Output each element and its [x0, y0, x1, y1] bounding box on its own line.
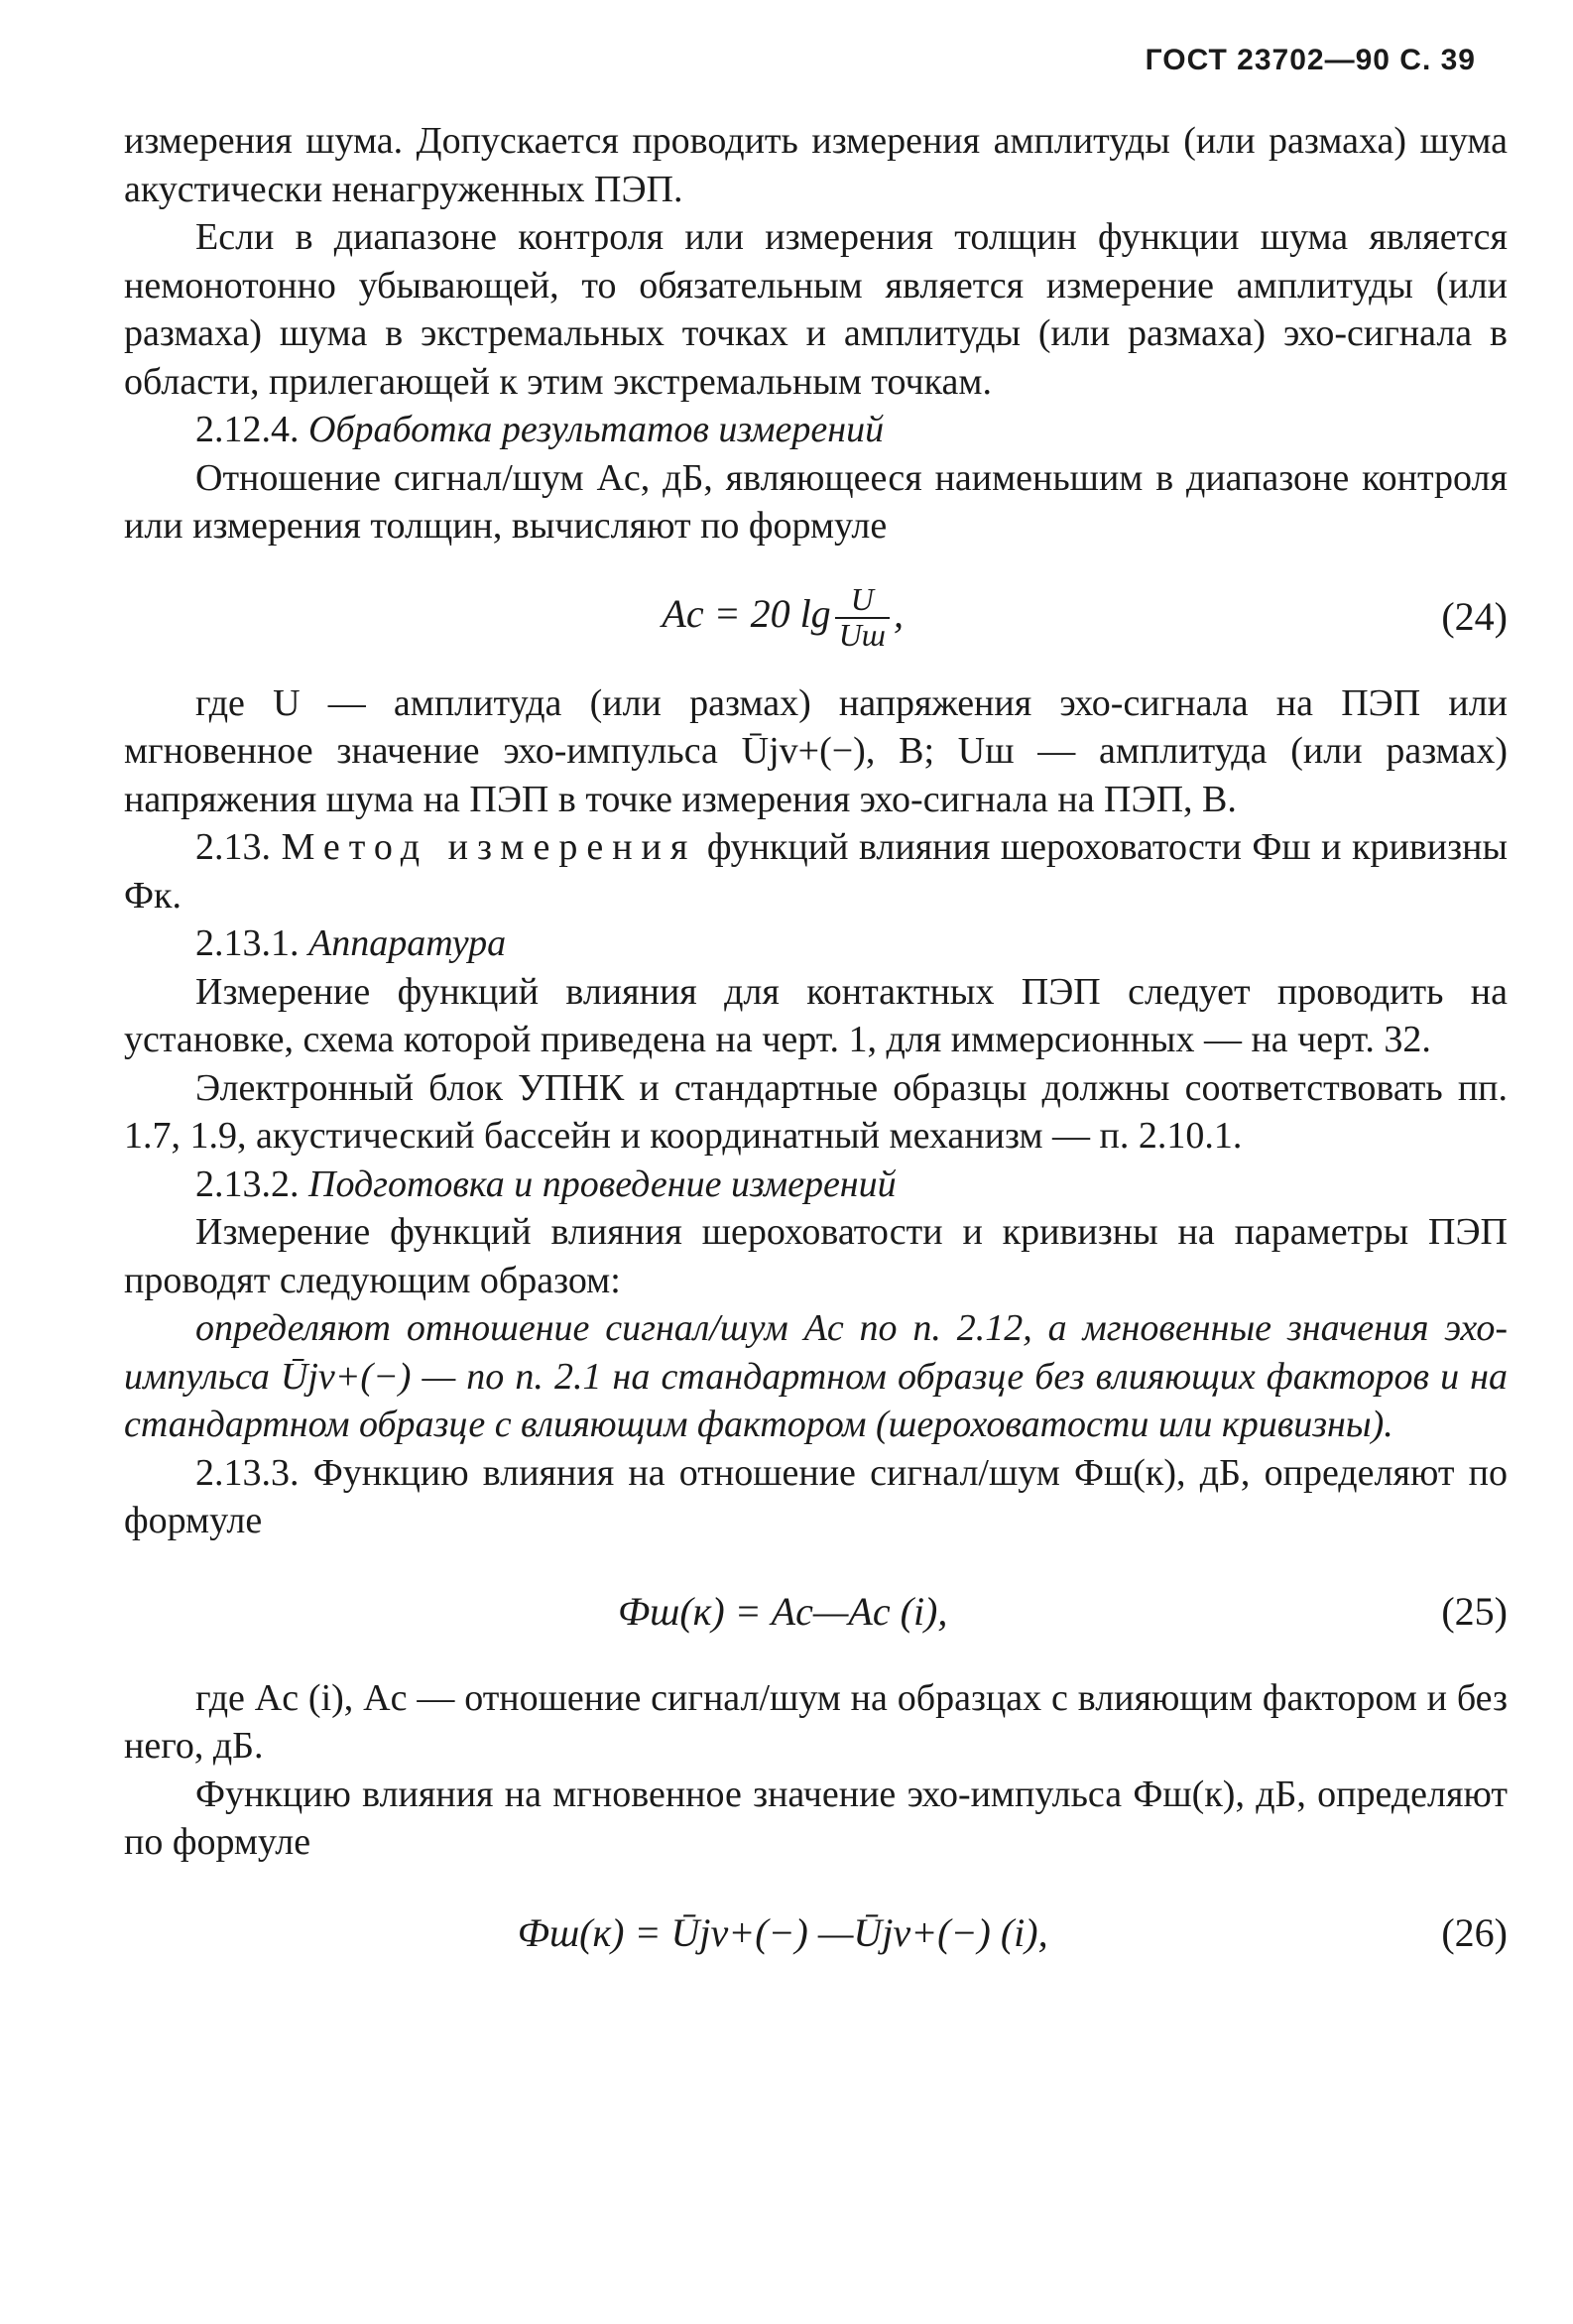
- paragraph: Измерение функций влияния для контактных ПЭП следует проводить на установке, схема которой приведена на черт. 1, для иммерсионных — на черт. 32.: [124, 970, 1508, 1060]
- fraction: [835, 580, 890, 653]
- formula-expression: Фш(к) = Ūjv+(−) —Ūjv+(−) (i),: [517, 1910, 1048, 1956]
- section-title: Обработка результатов измерений: [308, 409, 885, 450]
- formula-expression: [124, 580, 1441, 653]
- section-number: 2.13.1.: [195, 922, 300, 964]
- document-body: [124, 117, 1508, 1996]
- section-title: Аппаратура: [308, 922, 507, 964]
- paragraph: Электронный блок УПНК и стандартные образцы должны соответствовать пп. 1.7, 1.9, акустический бассейн и координатный механизм — п. 2.10.1.: [124, 1066, 1508, 1157]
- formula-25: [124, 1575, 1508, 1651]
- fraction-denominator: Uш: [838, 616, 886, 653]
- section-title: Подготовка и проведение измерений: [308, 1162, 897, 1205]
- fraction-numerator: U: [835, 583, 890, 619]
- formula-24: [124, 580, 1508, 656]
- paragraph: Если в диапазоне контроля или измерения толщин функции шума является немонотонно убывающей, то обязательным является измерение амплитуды (или размаха) шума в экстремальных точках и амплитуды (или размаха) эхо-сигнала в области, прилегающей к этим экстремальным точкам.: [124, 216, 1508, 403]
- formula-lhs: Aс = 20 lg: [662, 590, 831, 636]
- formula-number: (26): [1441, 1910, 1508, 1956]
- page-header: ГОСТ 23702—90 С. 39: [1145, 44, 1476, 76]
- section-heading: [124, 919, 1508, 968]
- section-heading: [124, 823, 1508, 919]
- paragraph: Отношение сигнал/шум Aс, дБ, являющееся наименьшим в диапазоне контроля или измерения толщин, вычисляют по формуле: [124, 456, 1508, 547]
- paragraph: 2.13.3. Функцию влияния на отношение сигнал/шум Фш(к), дБ, определяют по формуле: [124, 1451, 1508, 1541]
- section-number: 2.13.2.: [195, 1162, 300, 1205]
- formula-number: (25): [1441, 1589, 1508, 1635]
- section-number: 2.13.: [195, 826, 271, 868]
- section-title-rest: функций влияния шероховатости Фш и кривизны Фк.: [124, 826, 1509, 917]
- paragraph: Измерение функций влияния шероховатости и кривизны на параметры ПЭП проводят следующим образом:: [124, 1211, 1508, 1301]
- section-heading: [124, 406, 1508, 454]
- paragraph: измерения шума. Допускается проводить измерения амплитуды (или размаха) шума акустически ненагруженных ПЭП.: [124, 120, 1508, 210]
- paragraph: где Aс (i), Aс — отношение сигнал/шум на образцах с влияющим фактором и без него, дБ.: [124, 1676, 1508, 1767]
- paragraph: Функцию влияния на мгновенное значение эхо-импульса Фш(к), дБ, определяют по формуле: [124, 1773, 1508, 1863]
- paragraph: где U — амплитуда (или размах) напряжения эхо-сигнала на ПЭП или мгновенное значение эхо-импульса Ūjv+(−), В; Uш — амплитуда (или размах) напряжения шума на ПЭП в точке измерения эхо-сигнала на ПЭП, В.: [124, 681, 1508, 820]
- section-number: 2.12.4.: [195, 409, 300, 450]
- formula-tail: ,: [893, 590, 904, 636]
- section-title-spaced: Метод измерения: [281, 826, 697, 868]
- paragraph: определяют отношение сигнал/шум Aс по п. 2.12, а мгновенные значения эхо-импульса Ūjv+(−) — по п. 2.1 на стандартном образце без влияющих факторов и на стандартном образце с влияющим фактором (шероховатости или кривизны).: [124, 1307, 1508, 1445]
- formula-expression: Фш(к) = Aс—Aс (i),: [617, 1589, 948, 1635]
- formula-26: [124, 1896, 1508, 1972]
- formula-number: (24): [1441, 594, 1508, 640]
- section-heading: [124, 1161, 1508, 1209]
